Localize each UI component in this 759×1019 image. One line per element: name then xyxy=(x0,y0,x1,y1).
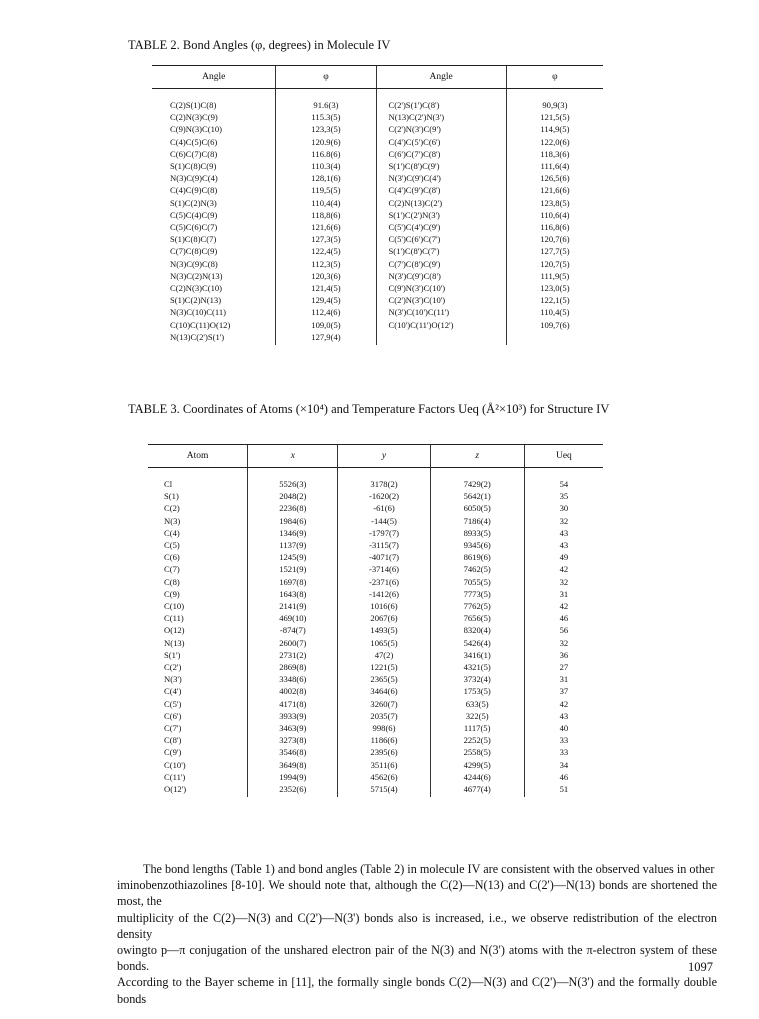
atom-cell: C(2') xyxy=(164,662,182,673)
y-cell: 4562(6) xyxy=(338,771,430,783)
atom-cell: Cl xyxy=(164,479,173,489)
table-row xyxy=(148,612,603,624)
y-cell: -3115(7) xyxy=(338,539,430,551)
phi-cell: 118,3(6) xyxy=(506,148,603,160)
x-cell: 1697(8) xyxy=(248,576,338,588)
ueq-cell: 46 xyxy=(524,771,603,783)
table3-body xyxy=(148,468,603,798)
ueq-cell: 49 xyxy=(524,551,603,563)
angle-cell: N(13)C(2')N(3') xyxy=(376,111,506,123)
atom-cell: C(7') xyxy=(164,723,182,734)
x-cell: 1245(9) xyxy=(248,551,338,563)
table-row xyxy=(152,111,603,123)
angle-cell: C(9)N(3)C(10) xyxy=(170,124,223,135)
phi-cell: 120.9(6) xyxy=(276,136,376,148)
z-cell: 322(5) xyxy=(430,710,524,722)
angle-cell: S(1')C(8')C(9') xyxy=(376,160,506,172)
y-cell: 1065(5) xyxy=(338,637,430,649)
x-cell: 3463(9) xyxy=(248,722,338,734)
atom-cell: C(4') xyxy=(164,686,182,697)
atom-coordinates-table xyxy=(148,444,603,797)
phi-cell: 121,5(5) xyxy=(506,111,603,123)
table-row xyxy=(148,588,603,600)
angle-cell: C(2')S(1')C(8') xyxy=(376,89,506,112)
angle-cell: C(4')C(5')C(6') xyxy=(376,136,506,148)
phi-cell: 111,9(5) xyxy=(506,270,603,282)
z-cell: 4244(6) xyxy=(430,771,524,783)
atom-cell: S(1') xyxy=(164,649,181,660)
table-row xyxy=(148,698,603,710)
ueq-cell: 37 xyxy=(524,685,603,697)
phi-cell: 116.8(6) xyxy=(276,148,376,160)
angle-cell: C(4)C(5)C(6) xyxy=(170,136,218,147)
col-header-atom: Atom xyxy=(148,445,248,468)
table-row xyxy=(148,576,603,588)
table-row xyxy=(148,673,603,685)
phi-cell: 121,4(5) xyxy=(276,282,376,294)
atom-cell: C(9) xyxy=(164,588,180,599)
angle-cell: N(3)C(10)C(11) xyxy=(170,307,227,318)
col-header-ueq: Ueq xyxy=(524,445,603,468)
table-row xyxy=(152,209,603,221)
table-header-row xyxy=(148,445,603,468)
angle-cell: N(3)C(9)C(8) xyxy=(170,258,218,269)
phi-cell: 118,8(6) xyxy=(276,209,376,221)
ueq-cell: 43 xyxy=(524,539,603,551)
angle-cell: C(5)C(4)C(9) xyxy=(170,209,218,220)
x-cell: 4002(8) xyxy=(248,685,338,697)
table-row xyxy=(148,759,603,771)
x-cell: 5526(3) xyxy=(248,468,338,491)
y-cell: 2365(5) xyxy=(338,673,430,685)
phi-cell: 122,4(5) xyxy=(276,245,376,257)
atom-cell: C(6) xyxy=(164,552,180,563)
table-row xyxy=(148,468,603,491)
table-row xyxy=(148,637,603,649)
atom-cell: C(6') xyxy=(164,710,182,721)
angle-cell: N(13)C(2')S(1') xyxy=(170,331,225,342)
col-header-angle-2: Angle xyxy=(376,66,506,89)
phi-cell: 123,3(5) xyxy=(276,123,376,135)
x-cell: 2236(8) xyxy=(248,502,338,514)
table-row xyxy=(152,148,603,160)
phi-cell: 120,3(6) xyxy=(276,270,376,282)
phi-cell: 122,0(6) xyxy=(506,136,603,148)
x-cell: 2731(2) xyxy=(248,649,338,661)
x-cell: 3933(9) xyxy=(248,710,338,722)
ueq-cell: 43 xyxy=(524,710,603,722)
table-row xyxy=(148,746,603,758)
angle-cell: N(3)C(9)C(4) xyxy=(170,173,218,184)
text-line: The bond lengths (Table 1) and bond angles (Table 2) in molecule IV are consistent with the observed values in other xyxy=(143,862,715,876)
angle-cell: C(7')C(8')C(9') xyxy=(376,258,506,270)
y-cell: 5715(4) xyxy=(338,783,430,797)
z-cell: 2558(5) xyxy=(430,746,524,758)
col-header-phi: φ xyxy=(276,66,376,89)
atom-cell: C(8') xyxy=(164,735,182,746)
phi-cell: 112,4(6) xyxy=(276,306,376,318)
y-cell: -1412(6) xyxy=(338,588,430,600)
atom-cell: O(12) xyxy=(164,625,185,636)
ueq-cell: 51 xyxy=(524,783,603,797)
x-cell: 3649(8) xyxy=(248,759,338,771)
table-row xyxy=(152,306,603,318)
x-cell: 2048(2) xyxy=(248,490,338,502)
angle-cell: C(5')C(4')C(9') xyxy=(376,221,506,233)
z-cell: 8933(5) xyxy=(430,527,524,539)
atom-cell: N(13) xyxy=(164,637,185,648)
x-cell: 1994(9) xyxy=(248,771,338,783)
ueq-cell: 42 xyxy=(524,600,603,612)
angle-cell: N(3')C(9')C(8') xyxy=(376,270,506,282)
z-cell: 7186(4) xyxy=(430,515,524,527)
table-row xyxy=(148,527,603,539)
table-row xyxy=(152,123,603,135)
table-row xyxy=(152,160,603,172)
ueq-cell: 33 xyxy=(524,746,603,758)
table-row xyxy=(152,331,603,345)
table-row xyxy=(148,515,603,527)
angle-cell: C(6)C(7)C(8) xyxy=(170,148,218,159)
phi-cell: 127,9(4) xyxy=(276,331,376,345)
phi-cell: 90,9(3) xyxy=(506,89,603,112)
table-row xyxy=(148,551,603,563)
phi-cell: 109,0(5) xyxy=(276,319,376,331)
table-row xyxy=(152,89,603,112)
y-cell: -1620(2) xyxy=(338,490,430,502)
x-cell: 1346(9) xyxy=(248,527,338,539)
atom-cell: C(9') xyxy=(164,747,182,758)
phi-cell: 110.3(4) xyxy=(276,160,376,172)
z-cell: 7762(5) xyxy=(430,600,524,612)
atom-cell: C(5') xyxy=(164,698,182,709)
atom-cell: C(5) xyxy=(164,540,180,551)
table-row xyxy=(148,502,603,514)
col-header-y: y xyxy=(338,445,430,468)
angle-cell: S(1)C(8)C(9) xyxy=(170,161,217,172)
y-cell: 3464(6) xyxy=(338,685,430,697)
angle-cell: S(1')C(8')C(7') xyxy=(376,245,506,257)
x-cell: 2869(8) xyxy=(248,661,338,673)
atom-cell: C(8) xyxy=(164,576,180,587)
x-cell: 2600(7) xyxy=(248,637,338,649)
y-cell: 3260(7) xyxy=(338,698,430,710)
phi-cell: 120,7(5) xyxy=(506,258,603,270)
z-cell: 7055(5) xyxy=(430,576,524,588)
text-line: owingto p—π conjugation of the unshared electron pair of the N(3) and N(3') atoms with the π-electron system of these bonds. xyxy=(117,943,717,974)
text-line: iminobenzothiazolines [8-10]. We should note that, although the C(2)—N(13) and C(2')—N(13) bonds are shortened the most, the xyxy=(117,878,717,909)
phi-cell: 91.6(3) xyxy=(276,89,376,112)
phi-cell: 110,4(5) xyxy=(506,306,603,318)
ueq-cell: 32 xyxy=(524,576,603,588)
angle-cell: C(5')C(6')C(7') xyxy=(376,233,506,245)
angle-cell: C(7)C(8)C(9) xyxy=(170,246,218,257)
z-cell: 7773(5) xyxy=(430,588,524,600)
y-cell: 3178(2) xyxy=(338,468,430,491)
angle-cell: N(3)C(2)N(13) xyxy=(170,270,223,281)
y-cell: -4071(7) xyxy=(338,551,430,563)
angle-cell: C(2)N(13)C(2') xyxy=(376,197,506,209)
y-cell: -2371(6) xyxy=(338,576,430,588)
body-paragraph xyxy=(117,861,717,1007)
x-cell: 3546(8) xyxy=(248,746,338,758)
z-cell: 5426(4) xyxy=(430,637,524,649)
angle-cell: C(2)S(1)C(8) xyxy=(170,100,217,110)
table-row xyxy=(152,319,603,331)
phi-cell: 120,7(6) xyxy=(506,233,603,245)
text-line: According to the Bayer scheme in [11], the formally single bonds C(2)—N(3) and C(2')—N(3') and the formally double bonds xyxy=(117,975,717,1006)
ueq-cell: 43 xyxy=(524,527,603,539)
ueq-cell: 32 xyxy=(524,637,603,649)
y-cell: 47(2) xyxy=(338,649,430,661)
ueq-cell: 42 xyxy=(524,698,603,710)
z-cell: 8619(6) xyxy=(430,551,524,563)
phi-cell: 129,4(5) xyxy=(276,294,376,306)
phi-cell: 123,8(5) xyxy=(506,197,603,209)
y-cell: -144(5) xyxy=(338,515,430,527)
table-row xyxy=(152,270,603,282)
table-row xyxy=(148,710,603,722)
table-row xyxy=(148,490,603,502)
z-cell: 1753(5) xyxy=(430,685,524,697)
y-cell: 1221(5) xyxy=(338,661,430,673)
ueq-cell: 54 xyxy=(524,468,603,491)
phi-cell: 123,0(5) xyxy=(506,282,603,294)
table-row xyxy=(152,184,603,196)
ueq-cell: 42 xyxy=(524,563,603,575)
x-cell: 1643(8) xyxy=(248,588,338,600)
phi-cell xyxy=(506,331,603,345)
ueq-cell: 31 xyxy=(524,673,603,685)
atom-cell: C(11') xyxy=(164,771,186,782)
y-cell: -61(6) xyxy=(338,502,430,514)
ueq-cell: 33 xyxy=(524,734,603,746)
ueq-cell: 34 xyxy=(524,759,603,771)
phi-cell: 127,3(5) xyxy=(276,233,376,245)
x-cell: 1521(9) xyxy=(248,563,338,575)
x-cell: 3348(6) xyxy=(248,673,338,685)
z-cell: 5642(1) xyxy=(430,490,524,502)
angle-cell: C(4')C(9')C(8') xyxy=(376,184,506,196)
phi-cell: 110,6(4) xyxy=(506,209,603,221)
z-cell: 7656(5) xyxy=(430,612,524,624)
atom-cell: C(11) xyxy=(164,613,184,624)
z-cell: 633(5) xyxy=(430,698,524,710)
x-cell: 4171(8) xyxy=(248,698,338,710)
ueq-cell: 46 xyxy=(524,612,603,624)
table-row xyxy=(152,221,603,233)
angle-cell: C(10)C(11)O(12) xyxy=(170,319,231,330)
ueq-cell: 31 xyxy=(524,588,603,600)
table-row xyxy=(152,136,603,148)
atom-cell: C(4) xyxy=(164,527,180,538)
table2-caption: TABLE 2. Bond Angles (φ, degrees) in Molecule IV xyxy=(128,38,391,52)
atom-cell: C(2) xyxy=(164,503,180,514)
page-number: 1097 xyxy=(688,960,713,974)
atom-cell: C(10') xyxy=(164,759,186,770)
phi-cell: 115.3(5) xyxy=(276,111,376,123)
y-cell: 2067(6) xyxy=(338,612,430,624)
x-cell: 1984(6) xyxy=(248,515,338,527)
angle-cell: C(2')N(3')C(10') xyxy=(376,294,506,306)
angle-cell: C(5)C(6)C(7) xyxy=(170,222,218,233)
table-row xyxy=(148,783,603,797)
x-cell: -874(7) xyxy=(248,624,338,636)
table-row xyxy=(148,539,603,551)
table-row xyxy=(152,172,603,184)
table-row xyxy=(148,649,603,661)
z-cell: 4299(5) xyxy=(430,759,524,771)
col-header-phi-2: φ xyxy=(506,66,603,89)
z-cell: 8320(4) xyxy=(430,624,524,636)
phi-cell: 112,3(5) xyxy=(276,258,376,270)
table-row xyxy=(148,624,603,636)
angle-cell: C(4)C(9)C(8) xyxy=(170,185,218,196)
x-cell: 1137(9) xyxy=(248,539,338,551)
y-cell: 1016(6) xyxy=(338,600,430,612)
atom-cell: N(3) xyxy=(164,515,181,526)
text-line: multiplicity of the C(2)—N(3) and C(2')—N(3') bonds also is increased, i.e., we observe redistribution of the electron density xyxy=(117,910,717,941)
z-cell: 3416(1) xyxy=(430,649,524,661)
table-row xyxy=(152,294,603,306)
x-cell: 2352(6) xyxy=(248,783,338,797)
angle-cell: S(1')C(2')N(3') xyxy=(376,209,506,221)
angle-cell: C(6')C(7')C(8') xyxy=(376,148,506,160)
atom-cell: C(7) xyxy=(164,564,180,575)
z-cell: 4321(5) xyxy=(430,661,524,673)
angle-cell: S(1)C(2)N(3) xyxy=(170,197,217,208)
ueq-cell: 40 xyxy=(524,722,603,734)
table-row xyxy=(148,563,603,575)
table-row xyxy=(148,771,603,783)
table-header-row xyxy=(152,66,603,89)
x-cell: 2141(9) xyxy=(248,600,338,612)
z-cell: 7429(2) xyxy=(430,468,524,491)
ueq-cell: 30 xyxy=(524,502,603,514)
z-cell: 2252(5) xyxy=(430,734,524,746)
angle-cell: S(1)C(2)N(13) xyxy=(170,295,222,306)
ueq-cell: 36 xyxy=(524,649,603,661)
y-cell: 998(6) xyxy=(338,722,430,734)
table-row xyxy=(152,245,603,257)
y-cell: 1186(6) xyxy=(338,734,430,746)
z-cell: 4677(4) xyxy=(430,783,524,797)
table-row xyxy=(152,282,603,294)
phi-cell: 128,1(6) xyxy=(276,172,376,184)
angle-cell: C(2')N(3')C(9') xyxy=(376,123,506,135)
phi-cell: 127,7(5) xyxy=(506,245,603,257)
angle-cell: C(9')N(3')C(10') xyxy=(376,282,506,294)
phi-cell: 121,6(6) xyxy=(506,184,603,196)
y-cell: -3714(6) xyxy=(338,563,430,575)
y-cell: 3511(6) xyxy=(338,759,430,771)
ueq-cell: 56 xyxy=(524,624,603,636)
atom-cell: N(3') xyxy=(164,674,182,685)
phi-cell: 119,5(5) xyxy=(276,184,376,196)
table-row xyxy=(148,734,603,746)
table-row xyxy=(148,661,603,673)
z-cell: 1117(5) xyxy=(430,722,524,734)
ueq-cell: 27 xyxy=(524,661,603,673)
col-header-angle: Angle xyxy=(152,66,276,89)
col-header-z: z xyxy=(430,445,524,468)
table-row xyxy=(148,685,603,697)
x-cell: 3273(8) xyxy=(248,734,338,746)
z-cell: 6050(5) xyxy=(430,502,524,514)
angle-cell: C(2)N(3)C(10) xyxy=(170,283,223,294)
y-cell: -1797(7) xyxy=(338,527,430,539)
y-cell: 2395(6) xyxy=(338,746,430,758)
phi-cell: 109,7(6) xyxy=(506,319,603,331)
ueq-cell: 35 xyxy=(524,490,603,502)
angle-cell: N(3')C(9')C(4') xyxy=(376,172,506,184)
y-cell: 2035(7) xyxy=(338,710,430,722)
x-cell: 469(10) xyxy=(248,612,338,624)
table-row xyxy=(148,722,603,734)
phi-cell: 126,5(6) xyxy=(506,172,603,184)
phi-cell: 111,6(4) xyxy=(506,160,603,172)
col-header-x: x xyxy=(248,445,338,468)
table-row xyxy=(148,600,603,612)
bond-angles-table xyxy=(152,65,603,345)
z-cell: 9345(6) xyxy=(430,539,524,551)
angle-cell: S(1)C(8)C(7) xyxy=(170,234,217,245)
phi-cell: 116,8(6) xyxy=(506,221,603,233)
z-cell: 7462(5) xyxy=(430,563,524,575)
angle-cell: C(2)N(3)C(9) xyxy=(170,112,218,123)
phi-cell: 114,9(5) xyxy=(506,123,603,135)
angle-cell xyxy=(376,331,506,345)
table3-caption: TABLE 3. Coordinates of Atoms (×10⁴) and Temperature Factors Ueq (Å²×10³) for Structure IV xyxy=(128,402,610,416)
ueq-cell: 32 xyxy=(524,515,603,527)
phi-cell: 110,4(4) xyxy=(276,197,376,209)
z-cell: 3732(4) xyxy=(430,673,524,685)
y-cell: 1493(5) xyxy=(338,624,430,636)
table2-body xyxy=(152,89,603,346)
atom-cell: C(10) xyxy=(164,601,185,612)
phi-cell: 121,6(6) xyxy=(276,221,376,233)
angle-cell: N(3')C(10')C(11') xyxy=(376,306,506,318)
table-row xyxy=(152,233,603,245)
angle-cell: C(10')C(11')O(12') xyxy=(376,319,506,331)
atom-cell: O(12') xyxy=(164,784,187,795)
table-row xyxy=(152,258,603,270)
atom-cell: S(1) xyxy=(164,491,179,502)
phi-cell: 122,1(5) xyxy=(506,294,603,306)
table-row xyxy=(152,197,603,209)
